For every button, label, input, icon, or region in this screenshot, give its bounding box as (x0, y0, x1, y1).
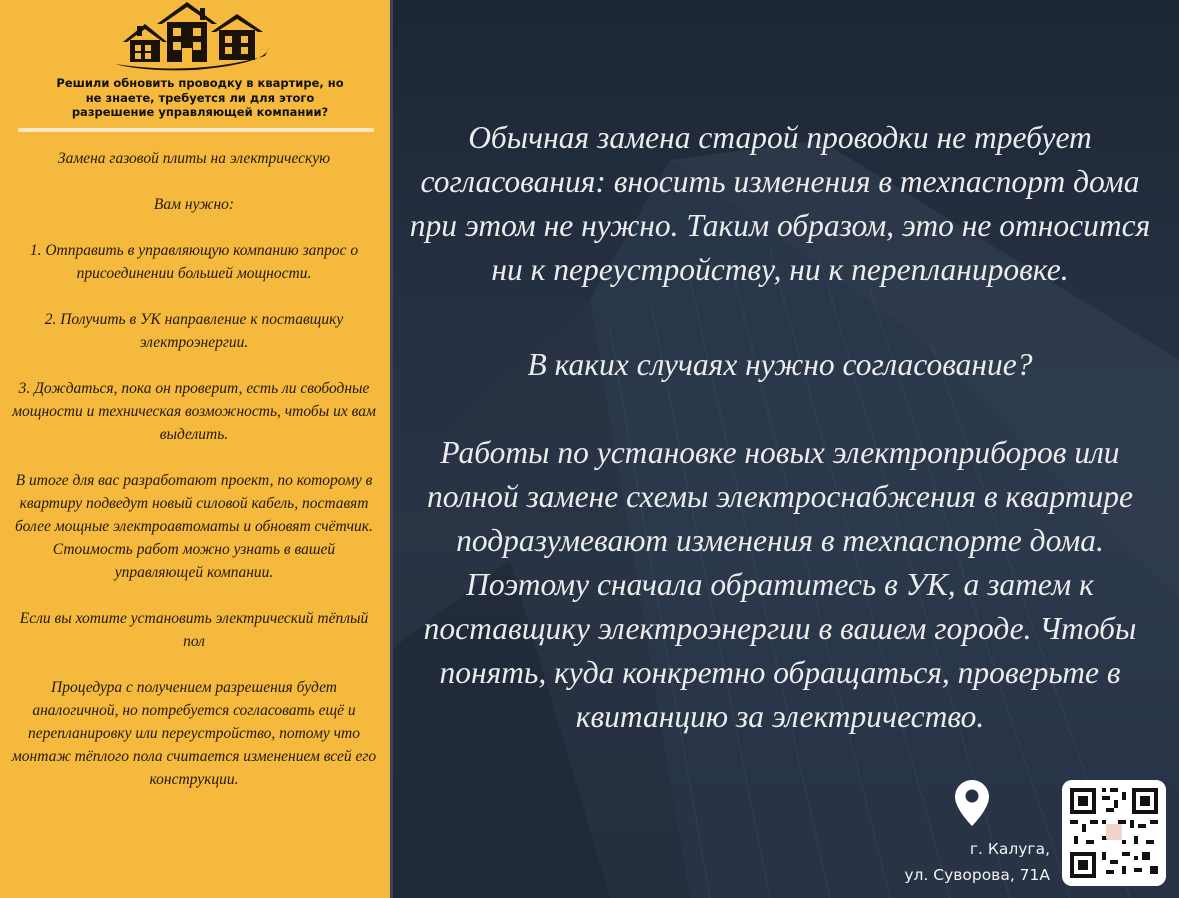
paragraph: В итоге для вас разработают проект, по которому в квартиру подведут новый силовой кабель, поставят более мощные электроавтоматы и обновят счётчик. Стоимость работ можно узнать в вашей управляющей компании. (15, 472, 373, 581)
location-pin-icon (955, 780, 989, 826)
houses-logo-icon (115, 2, 275, 72)
answer-paragraph: Работы по установке новых электроприборов или полной замене схемы электроснабжения в квартире подразумевают изменения в техпаспорте дома. Поэтому сначала обратитесь в УК, а затем к поставщику электроэнергии в вашем городе. Чтобы понять, куда конкретно обращаться, проверьте в квитанцию за электричество. (423, 435, 1137, 734)
address-street: ул. Суворова, 71А (904, 866, 1050, 884)
qr-code-icon[interactable] (1062, 780, 1166, 886)
paragraph: Вам нужно: (153, 196, 235, 213)
headline-line: Решили обновить проводку в квартире, но (56, 76, 344, 90)
question-heading: В каких случаях нужно согласование? (527, 347, 1033, 382)
paragraph: Процедура с получением разрешения будет аналогичной, но потребуется согласовать ещё и перепланировку или переустройство, потому что монтаж тёплого пола считается изменением всей его конструкции. (11, 679, 377, 788)
address (874, 836, 1050, 888)
left-text-body (8, 147, 380, 814)
intro-paragraph: Обычная замена старой проводки не требует согласования: вносить изменения в техпаспорт дома при этом не нужно. Таким образом, это не относится ни к переустройству, ни к перепланировке. (409, 120, 1151, 287)
left-panel (0, 0, 390, 898)
right-text-body (398, 116, 1162, 739)
section-heading: Замена газовой плиты на электрическую (57, 150, 331, 167)
section-heading: Если вы хотите установить электрический тёплый пол (19, 610, 369, 650)
step-item: 1. Отправить в управляющую компанию запрос о присоединении большей мощности. (29, 242, 359, 282)
headline (40, 76, 360, 120)
step-item: 3. Дождаться, пока он проверит, есть ли свободные мощности и техническая возможность, чтобы их вам выделить. (12, 380, 376, 443)
divider-line (18, 128, 374, 132)
headline-line: разрешение управляющей компании? (71, 105, 329, 119)
right-panel (390, 0, 1179, 898)
panel-divider (390, 0, 393, 898)
step-item: 2. Получить в УК направление к поставщику электроэнергии. (44, 311, 344, 351)
headline-line: не знаете, требуется ли для этого (85, 90, 315, 105)
address-city: г. Калуга, (969, 840, 1050, 858)
